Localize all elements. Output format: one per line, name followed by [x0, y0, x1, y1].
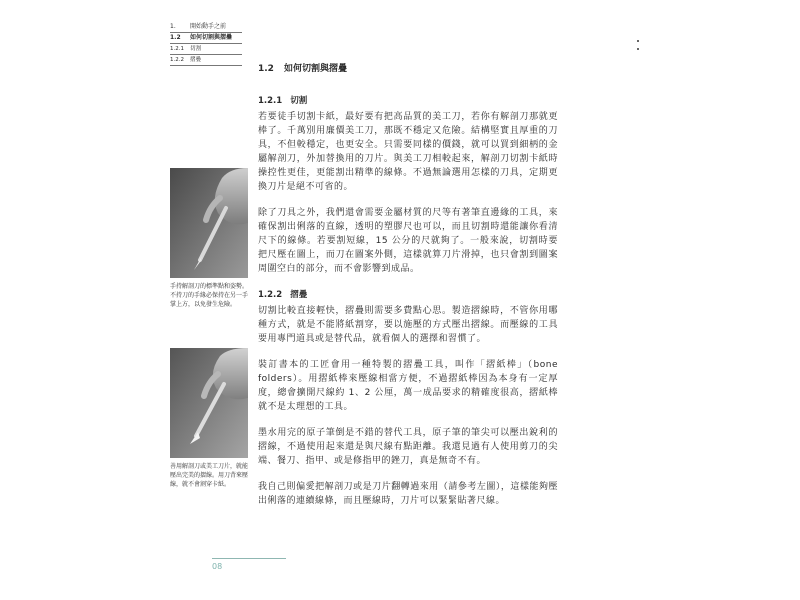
section-number: 1.2: [258, 64, 274, 74]
scalpel-hand-photo-icon: [170, 168, 248, 278]
toc-item-title: 開始動手之前: [190, 23, 227, 30]
toc-item-num: 1.2: [170, 34, 181, 41]
toc-item-1-2-2: [170, 55, 242, 66]
mini-toc: [170, 22, 242, 66]
figure-scalpel-reverse: [170, 348, 248, 489]
toc-item-title: 如何切割與摺疊: [190, 34, 233, 41]
toc-item-1-2-1: [170, 44, 242, 55]
page-number: 08: [212, 562, 223, 571]
toc-item-1: [170, 22, 242, 33]
figure-caption: 善用解剖刀或美工刀片，就能壓出完美的摺線。用刀背來壓線，就不會割穿卡紙。: [170, 463, 249, 488]
footer-rule: [212, 558, 286, 559]
paragraph: 切割比較直接輕快，摺疊則需要多費點心思。製造摺線時，不管你用哪種方式，就是不能將紙割穿，要以施壓的方式壓出摺線。而壓線的工具要用專門道具或是替代品，就看個人的選擇和習慣了。: [258, 306, 558, 344]
paragraph: 若要徒手切割卡紙，最好要有把高品質的美工刀，若你有解剖刀那就更棒了。千萬別用廉價美工刀，那既不穩定又危險。結構堅實且厚重的刀具，不但較穩定，也更安全。只需要同樣的價錢，就可以買到細柄的金屬解剖刀，外加替換用的刀片。與美工刀相較起來，解剖刀切割卡紙時操控性更佳，更能割出精準的線條。不過無論選用怎樣的刀具，定期更換刀片是絕不可省的。: [258, 112, 558, 192]
subsection-heading-cutting: [258, 94, 558, 108]
figure-scalpel-grip: [170, 168, 248, 309]
paragraph: 裝訂書本的工匠會用一種特製的摺疊工具，叫作「摺紙棒」（bone folders）。用摺紙棒來壓線相當方便，不過摺紙棒因為本身有一定厚度，總會擴開尺線約 1、2 公厘，萬一成品要求的精確度很高，摺紙棒就不是太理想的工具。: [258, 360, 558, 412]
main-content: [258, 62, 558, 520]
paragraph: 除了刀具之外，我們還會需要金屬材質的尺等有著筆直邊緣的工具，來確保割出俐落的直線，透明的塑膠尺也可以，而且切割時還能讓你看清尺下的線條。若要割短線，15 公分的尺就夠了。一般來說，切割時要把尺壓在圖上，而刀在圖案外側，這樣就算刀片滑掉，也只會割到圖案周圍空白的部分，而不會影響到成品。: [258, 208, 558, 274]
margin-marks: [637, 40, 641, 56]
subsection-heading-folding: [258, 288, 558, 302]
scalpel-reverse-photo-icon: [170, 348, 248, 458]
toc-item-1-2: [170, 33, 242, 44]
toc-item-title: 切割: [190, 46, 202, 52]
section-title: 如何切割與摺疊: [283, 64, 347, 74]
toc-item-num: 1.: [170, 23, 176, 30]
margin-mark: [637, 40, 639, 42]
paragraph: 墨水用完的原子筆倒是不錯的替代工具，原子筆的筆尖可以壓出銳利的摺線，不過使用起來還是與尺線有點距離。我還見過有人使用剪刀的尖端、餐刀、指甲、或是修指甲的銼刀，真是無奇不有。: [258, 428, 558, 466]
subsection-title: 切割: [290, 96, 308, 106]
figure-caption: 手持解剖刀的標準點和姿勢。不持刀的手緣必保持在另一手掌上方，以免發生危險。: [170, 283, 249, 308]
toc-item-title: 摺疊: [190, 57, 202, 63]
subsection-number: 1.2.2: [258, 290, 283, 300]
paragraph: 我自己則偏愛把解剖刀或是刀片翻轉過來用（請參考左圖），這樣能夠壓出俐落的連續線條，而且壓線時，刀片可以緊緊貼著尺線。: [258, 482, 558, 506]
subsection-title: 摺疊: [290, 290, 308, 300]
toc-item-num: 1.2.2: [170, 57, 184, 63]
subsection-number: 1.2.1: [258, 96, 283, 106]
section-heading: [258, 62, 558, 76]
margin-mark: [637, 48, 639, 50]
toc-item-num: 1.2.1: [170, 46, 184, 52]
